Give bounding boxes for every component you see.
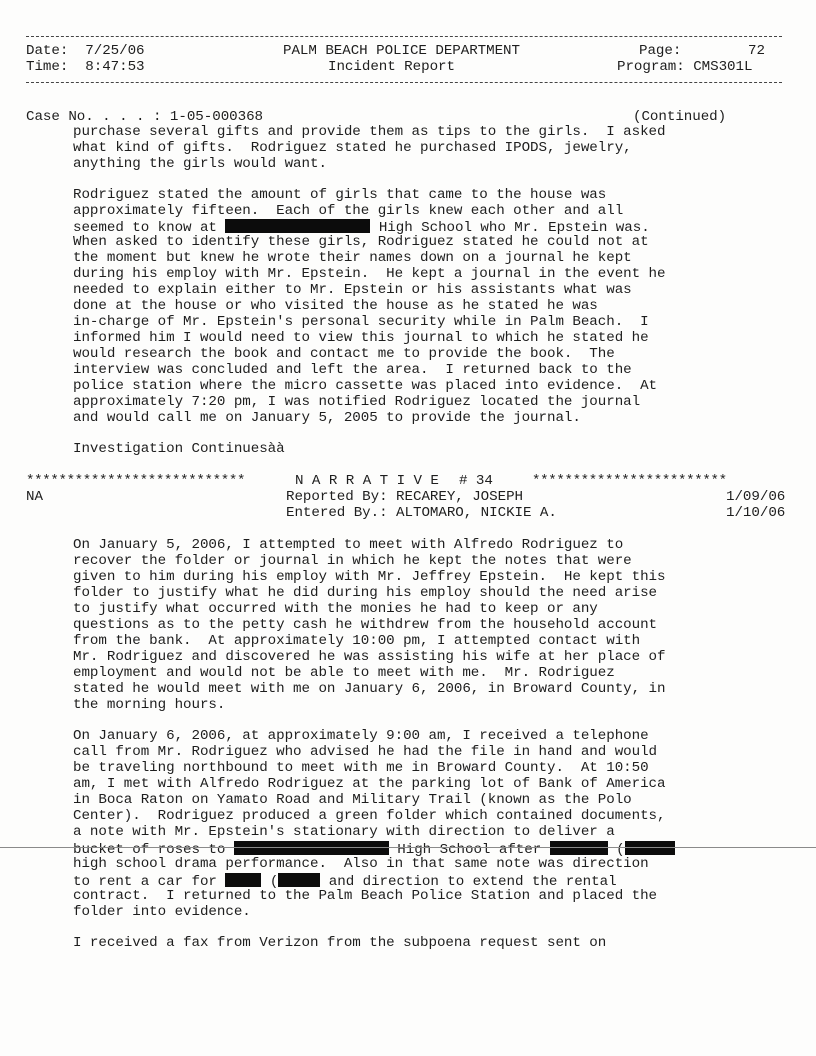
redaction-bar xyxy=(625,841,675,855)
scan-crease-line xyxy=(0,847,816,848)
header-top-rule xyxy=(26,36,782,37)
text-line: folder to justify what he did during his employ should the need arise xyxy=(73,585,658,601)
text-line: On January 5, 2006, I attempted to meet with Alfredo Rodriguez to xyxy=(73,537,624,553)
case-line xyxy=(26,110,263,125)
time-label: Time: xyxy=(26,59,69,75)
text-line: contract. I returned to the Palm Beach Police Station and placed the xyxy=(73,888,658,904)
text-line: call from Mr. Rodriguez who advised he had the file in hand and would xyxy=(73,744,658,760)
page-label: Page: xyxy=(639,43,682,59)
text-line: approximately fifteen. Each of the girls knew each other and all xyxy=(73,203,624,219)
text-line: employment and would not be able to meet with me. Mr. Rodriguez xyxy=(73,665,615,681)
date-label: Date: xyxy=(26,43,69,59)
program-value: CMS301L xyxy=(693,59,753,75)
text-line: in-charge of Mr. Epstein's personal security while in Palm Beach. I xyxy=(73,314,649,330)
text-line: When asked to identify these girls, Rodriguez stated he could not at xyxy=(73,234,649,250)
text-line: during his employ with Mr. Epstein. He kept a journal in the event he xyxy=(73,266,666,282)
narrative-title: N A R R A T I V E xyxy=(295,473,439,489)
text-fragment: seemed to know at xyxy=(73,220,226,236)
text-line: Investigation Continuesàà xyxy=(73,441,285,457)
department-name: PALM BEACH POLICE DEPARTMENT xyxy=(283,43,520,59)
text-line: the morning hours. xyxy=(73,697,226,713)
text-line: I received a fax from Verizon from the subpoena request sent on xyxy=(73,935,607,951)
narrative-code: NA xyxy=(26,489,43,505)
text-line: interview was concluded and left the area. I returned back to the xyxy=(73,362,632,378)
text-line: a note with Mr. Epstein's stationary with direction to deliver a xyxy=(73,824,615,840)
text-line: Center). Rodriguez produced a green folder which contained documents, xyxy=(73,808,666,824)
text-line: given to him during his employ with Mr. Jeffrey Epstein. He kept this xyxy=(73,569,666,585)
text-line: Mr. Rodriguez and discovered he was assisting his wife at her place of xyxy=(73,649,666,665)
text-line: approximately 7:20 pm, I was notified Rodriguez located the journal xyxy=(73,394,641,410)
case-number: 1-05-000368 xyxy=(169,109,264,125)
text-fragment: High School after xyxy=(388,842,550,858)
text-line: stated he would meet with me on January 6, 2006, in Broward County, in xyxy=(73,681,666,697)
reported-by-line xyxy=(286,490,523,505)
report-type: Incident Report xyxy=(328,59,455,75)
text-line: am, I met with Alfredo Rodriguez at the parking lot of Bank of America xyxy=(73,776,666,792)
text-fragment: and direction to extend the rental xyxy=(320,874,617,890)
text-line: high school drama performance. Also in that same note was direction xyxy=(73,856,649,872)
reported-by-name: RECAREY, JOSEPH xyxy=(396,489,524,505)
date-line xyxy=(26,44,145,59)
redaction-bar xyxy=(225,873,261,887)
text-line: would research the book and contact me to provide the book. The xyxy=(73,346,615,362)
entered-by-name: ALTOMARO, NICKIE A. xyxy=(396,505,557,521)
narrative-stars-right: ************************ xyxy=(532,473,727,489)
case-status: (Continued) xyxy=(633,109,727,125)
reported-date: 1/09/06 xyxy=(726,489,786,505)
text-line: police station where the micro cassette was placed into evidence. At xyxy=(73,378,658,394)
text-fragment: High School who Mr. Epstein was. xyxy=(370,220,650,236)
text-fragment: bucket of roses to xyxy=(73,842,234,858)
text-line: questions as to the petty cash he withdrew from the household account xyxy=(73,617,658,633)
text-line: to justify what occurred with the monies he had to keep or any xyxy=(73,601,598,617)
time-value: 8:47:53 xyxy=(85,59,145,75)
text-line: anything the girls would want. xyxy=(73,156,327,172)
program-line xyxy=(617,60,752,75)
text-line: the moment but knew he wrote their names down on a journal he kept xyxy=(73,250,632,266)
header-bottom-rule xyxy=(26,82,782,83)
text-line: needed to explain either to Mr. Epstein or his assistants what was xyxy=(73,282,632,298)
narrative-stars-left: *************************** xyxy=(26,473,246,489)
text-fragment: to rent a car for xyxy=(73,874,226,890)
entered-by-label: Entered By.: xyxy=(286,505,388,521)
redaction-bar xyxy=(278,873,320,887)
text-line: and would call me on January 5, 2005 to provide the journal. xyxy=(73,410,581,426)
text-line: informed him I would need to view this journal to which he stated he xyxy=(73,330,649,346)
narrative-number: # 34 xyxy=(459,473,493,489)
text-line: from the bank. At approximately 10:00 pm, I attempted contact with xyxy=(73,633,641,649)
page-number: 72 xyxy=(748,43,766,59)
text-line: in Boca Raton on Yamato Road and Military Trail (known as the Polo xyxy=(73,792,632,808)
time-line xyxy=(26,60,145,75)
text-fragment: ( xyxy=(261,874,279,890)
text-line: purchase several gifts and provide them as tips to the girls. I asked xyxy=(73,124,666,140)
text-line: Rodriguez stated the amount of girls that came to the house was xyxy=(73,187,607,203)
text-line: folder into evidence. xyxy=(73,904,251,920)
text-line: done at the house or who visited the house as he stated he was xyxy=(73,298,598,314)
reported-by-label: Reported By: xyxy=(286,489,388,505)
text-line: On January 6, 2006, at approximately 9:00 am, I received a telephone xyxy=(73,728,649,744)
redaction-bar xyxy=(234,841,389,855)
case-label: Case No. . . . : xyxy=(26,109,162,125)
entered-by-line xyxy=(286,506,557,521)
text-line: be traveling northbound to meet with me in Broward County. At 10:50 xyxy=(73,760,649,776)
program-label: Program: xyxy=(617,59,685,75)
text-fragment: ( xyxy=(607,842,625,858)
text-line: what kind of gifts. Rodriguez stated he purchased IPODS, jewelry, xyxy=(73,140,632,156)
redaction-bar xyxy=(225,219,370,233)
date-value: 7/25/06 xyxy=(85,43,145,59)
text-line: recover the folder or journal in which he kept the notes that were xyxy=(73,553,632,569)
entered-date: 1/10/06 xyxy=(726,505,786,521)
redaction-bar xyxy=(550,841,608,855)
